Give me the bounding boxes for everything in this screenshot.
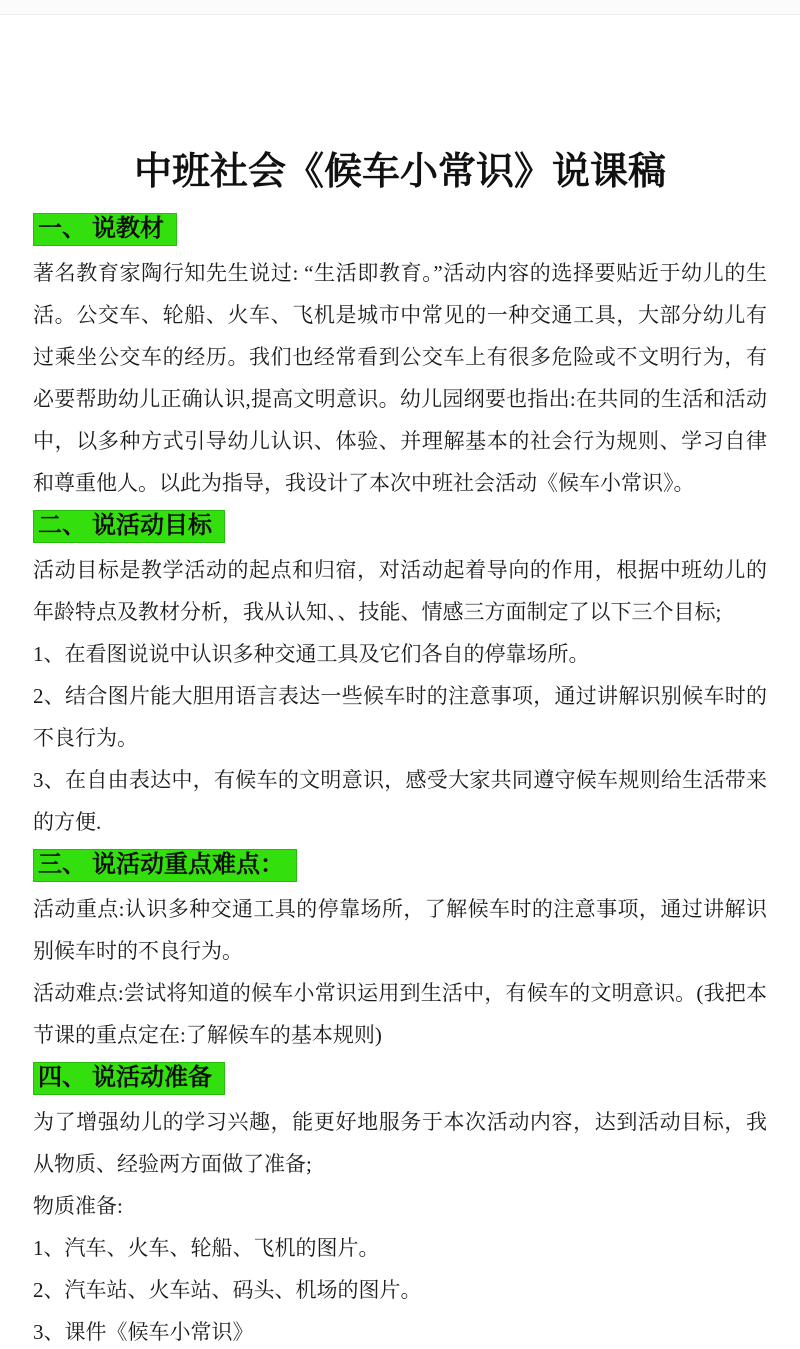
- section-4-heading: 四、 说活动准备: [33, 1062, 225, 1095]
- paragraph: 活动重点:认识多种交通工具的停靠场所，了解候车时的注意事项，通过讲解识别候车时的不良行为。: [33, 897, 767, 963]
- list-item: 1、在看图说说中认识多种交通工具及它们各自的停靠场所。: [33, 642, 590, 666]
- list-item: 3、课件《候车小常识》: [33, 1320, 254, 1344]
- list-item: 3、在自由表达中，有候车的文明意识，感受大家共同遵守候车规则给生活带来的方便.: [33, 768, 767, 834]
- paragraph: 著名教育家陶行知先生说过: “生活即教育。”活动内容的选择要贴近于幼儿的生活。公交车、轮船、火车、飞机是城市中常见的一种交通工具，大部分幼儿有过乘坐公交车的经历。我们也经常看到公交车上有很多危险或不文明行为，有必要帮助幼儿正确认识,提高文明意识。幼儿园纲要也指出:在共同的生活和活动中，以多种方式引导幼儿认识、体验、并理解基本的社会行为规则、学习自律和尊重他人。以此为指导，我设计了本次中班社会活动《候车小常识》。: [33, 261, 767, 495]
- list-item: 2、结合图片能大胆用语言表达一些候车时的注意事项，通过讲解识别候车时的不良行为。: [33, 684, 767, 750]
- section-3: [33, 849, 767, 882]
- document-body: [0, 213, 800, 1349]
- list-item: 1、汽车、火车、轮船、飞机的图片。: [33, 1236, 380, 1260]
- section-1: [33, 213, 767, 246]
- list-item: 2、汽车站、火车站、码头、机场的图片。: [33, 1278, 422, 1302]
- section-4: [33, 1062, 767, 1095]
- page-title: 中班社会《候车小常识》说课稿: [133, 151, 666, 193]
- page-top-divider: [0, 0, 800, 15]
- paragraph: 活动难点:尝试将知道的候车小常识运用到生活中，有候车的文明意识。(我把本节课的重点定在:了解候车的基本规则): [33, 981, 767, 1047]
- section-3-heading: 三、 说活动重点难点：: [33, 849, 297, 882]
- paragraph: 物质准备:: [33, 1194, 123, 1218]
- section-2-heading: 二、 说活动目标: [33, 510, 225, 543]
- paragraph: 为了增强幼儿的学习兴趣，能更好地服务于本次活动内容，达到活动目标，我从物质、经验两方面做了准备;: [33, 1110, 767, 1176]
- paragraph: 活动目标是教学活动的起点和归宿，对活动起着导向的作用，根据中班幼儿的年龄特点及教材分析，我从认知、、技能、情感三方面制定了以下三个目标;: [33, 558, 767, 624]
- section-2: [33, 510, 767, 543]
- section-1-heading: 一、 说教材: [33, 213, 177, 246]
